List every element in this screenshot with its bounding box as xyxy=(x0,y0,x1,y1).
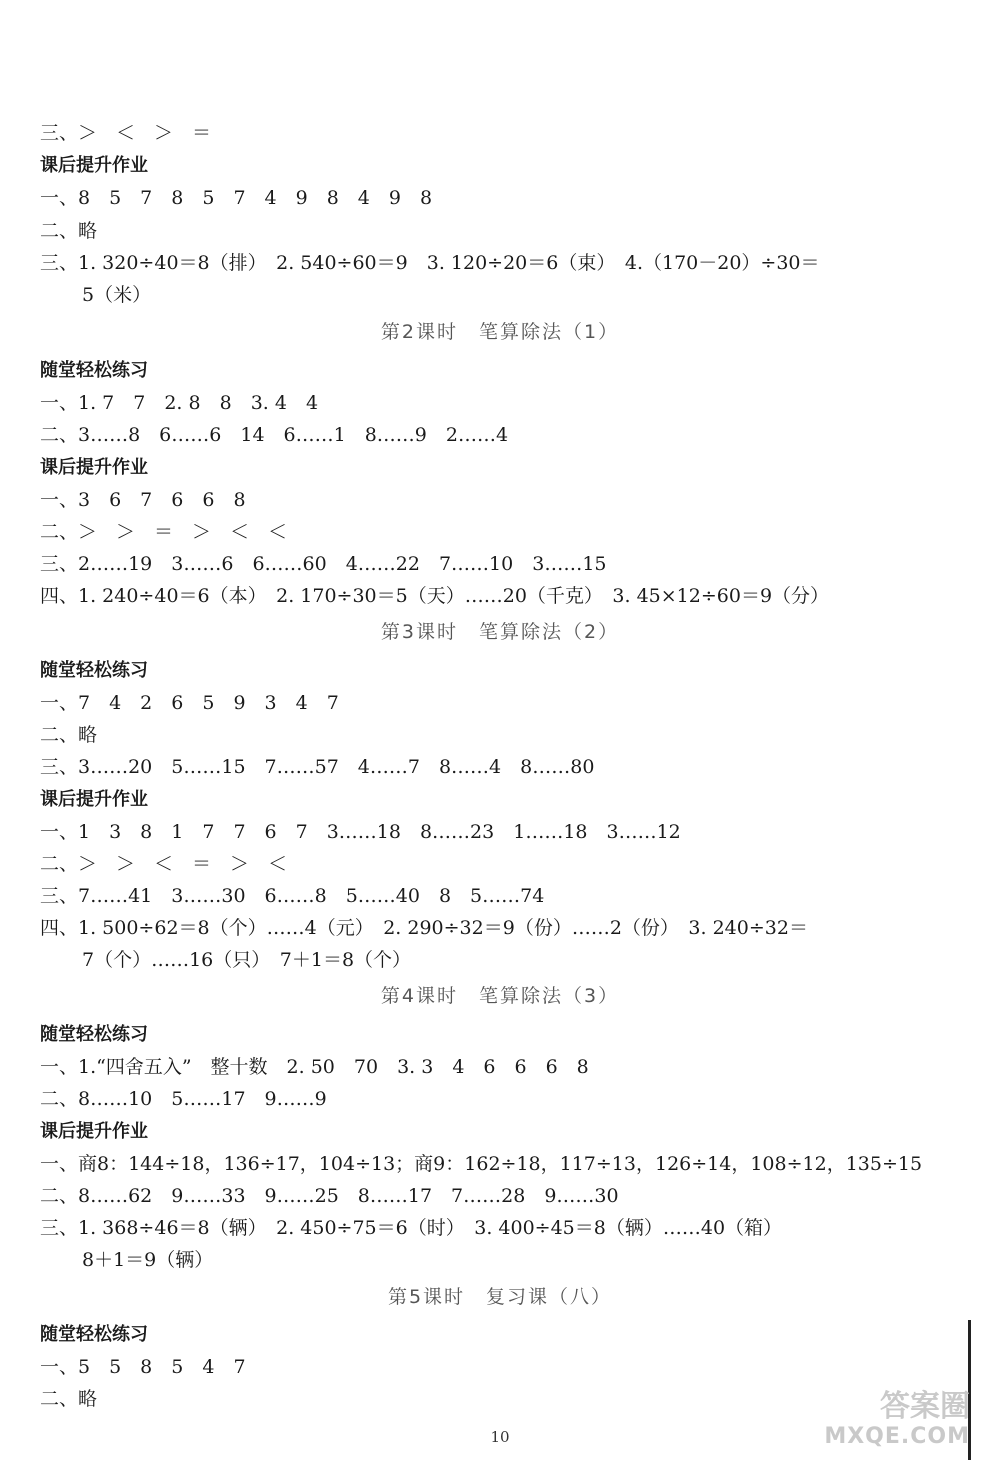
answer-line: 三、1. 368÷46＝8（辆） 2. 450÷75＝6（时） 3. 400÷45＝8（辆）……40（箱） xyxy=(40,1217,783,1239)
answer-line: 一、7 4 2 6 5 9 3 4 7 xyxy=(40,692,339,714)
watermark-url: MXQE.COM xyxy=(824,1424,970,1449)
answer-line: 二、8……10 5……17 9……9 xyxy=(40,1088,327,1110)
watermark-text: 答案圈 xyxy=(880,1389,970,1424)
section-subheading: 课后提升作业 xyxy=(40,155,148,176)
answer-line: 一、5 5 8 5 4 7 xyxy=(40,1356,246,1378)
lesson-heading: 第2课时 笔算除法（1） xyxy=(380,321,620,343)
answer-line: 二、＞ ＞ ＜ ＝ ＞ ＜ xyxy=(40,853,288,875)
answer-line: 一、1. 7 7 2. 8 8 3. 4 4 xyxy=(40,392,319,414)
answer-line: 三、1. 320÷40＝8（排） 2. 540÷60＝9 3. 120÷20＝6（束） 4.（170－20）÷30＝ xyxy=(40,252,820,274)
answer-line: 四、1. 240÷40＝6（本） 2. 170÷30＝5（天）……20（千克） 3. 45×12÷60＝9（分） xyxy=(40,585,830,607)
answer-line: 一、3 6 7 6 6 8 xyxy=(40,489,246,511)
answer-line: 四、1. 500÷62＝8（个）……4（元） 2. 290÷32＝9（份）……2（份） 3. 240÷32＝ xyxy=(40,917,808,939)
answer-line: 二、8……62 9……33 9……25 8……17 7……28 9……30 xyxy=(40,1185,619,1207)
answer-line: 二、＞ ＞ ＝ ＞ ＜ ＜ xyxy=(40,521,288,543)
lesson-heading: 第4课时 笔算除法（3） xyxy=(380,985,620,1007)
lesson-heading: 第5课时 复习课（八） xyxy=(387,1286,613,1308)
answer-line: 8＋1＝9（辆） xyxy=(82,1249,214,1271)
lesson-heading: 第3课时 笔算除法（2） xyxy=(380,621,620,643)
answer-line: 二、略 xyxy=(40,1388,98,1410)
section-subheading: 课后提升作业 xyxy=(40,789,148,810)
answer-line: 三、2……19 3……6 6……60 4……22 7……10 3……15 xyxy=(40,553,607,575)
answer-line: 三、3……20 5……15 7……57 4……7 8……4 8……80 xyxy=(40,756,595,778)
watermark-logo xyxy=(824,1389,970,1452)
section-subheading: 随堂轻松练习 xyxy=(40,1324,148,1345)
page-number: 10 xyxy=(490,1428,510,1446)
answer-line: 一、8 5 7 8 5 7 4 9 8 4 9 8 xyxy=(40,187,433,209)
answer-line: 三、7……41 3……30 6……8 5……40 8 5……74 xyxy=(40,885,545,907)
answer-line: 二、略 xyxy=(40,220,98,242)
section-subheading: 课后提升作业 xyxy=(40,1121,148,1142)
section-subheading: 随堂轻松练习 xyxy=(40,360,148,381)
section-subheading: 随堂轻松练习 xyxy=(40,660,148,681)
answer-line: 5（米） xyxy=(82,284,152,306)
answer-line: 一、商8：144÷18，136÷17，104÷13；商9：162÷18，117÷13，126÷14，108÷12，135÷15 xyxy=(40,1153,923,1175)
answer-line: 二、3……8 6……6 14 6……1 8……9 2……4 xyxy=(40,424,509,446)
answer-line: 7（个）……16（只） 7＋1＝8（个） xyxy=(82,949,412,971)
answer-line: 二、略 xyxy=(40,724,98,746)
answer-line: 一、1 3 8 1 7 7 6 7 3……18 8……23 1……18 3……12 xyxy=(40,821,681,843)
answer-line: 三、＞ ＜ ＞ ＝ xyxy=(40,122,212,144)
section-subheading: 随堂轻松练习 xyxy=(40,1024,148,1045)
answer-line: 一、1.“四舍五入” 整十数 2. 50 70 3. 3 4 6 6 6 8 xyxy=(40,1056,589,1078)
section-subheading: 课后提升作业 xyxy=(40,457,148,478)
